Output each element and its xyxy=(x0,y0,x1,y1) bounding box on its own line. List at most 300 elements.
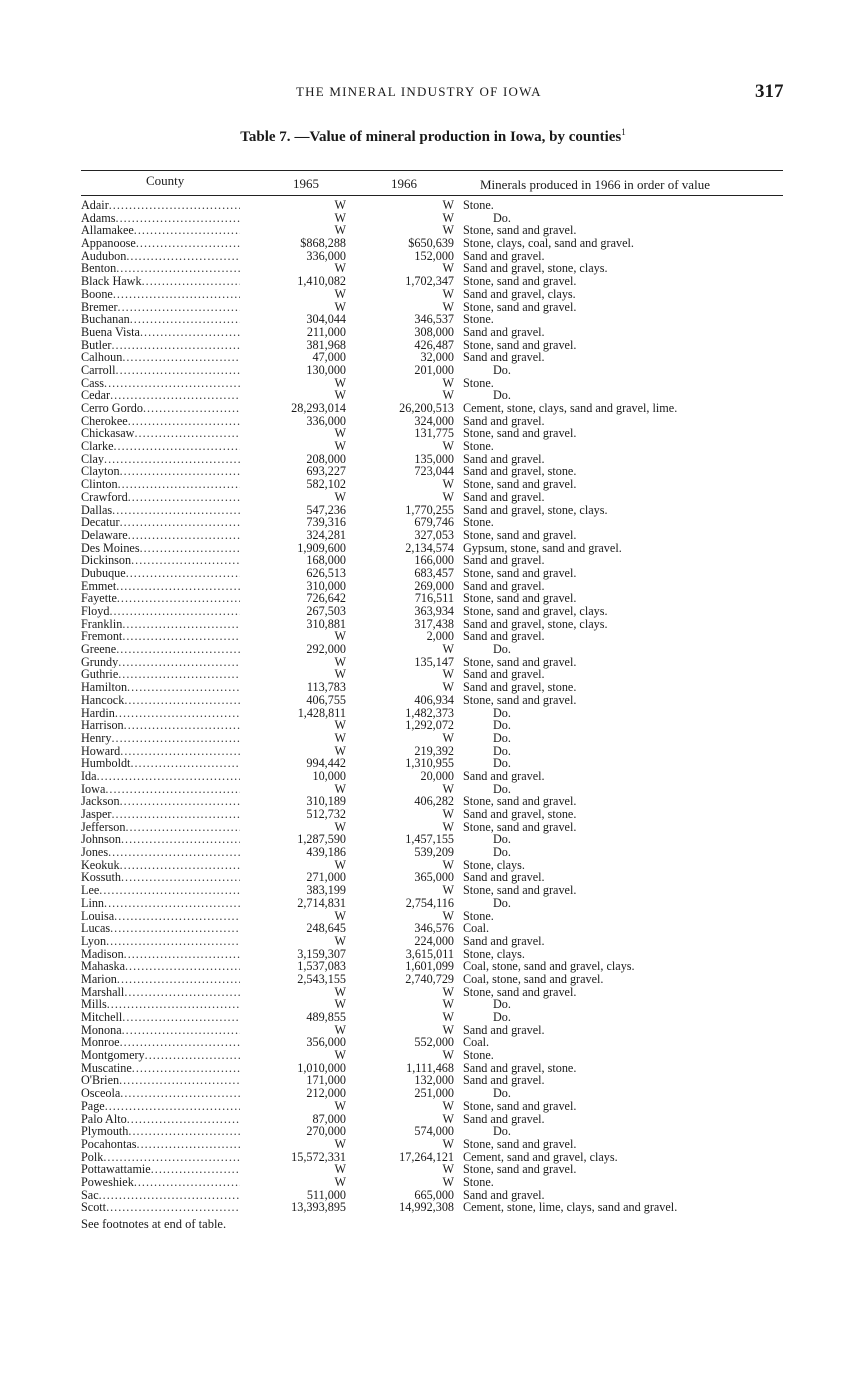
minerals-cell: Do. xyxy=(493,362,511,377)
table-row xyxy=(0,567,866,580)
minerals-cell: Stone. xyxy=(463,1174,494,1189)
minerals-cell: Coal. xyxy=(463,921,490,936)
county-cell: Buena Vista ..... xyxy=(81,326,259,339)
county-cell: Hardin ..... xyxy=(81,707,259,720)
county-cell: Jefferson ..... xyxy=(81,821,259,834)
county-cell: Clinton ..... xyxy=(81,478,259,491)
minerals-cell: Stone, sand and gravel. xyxy=(463,337,577,352)
value-1965-cell: 113,783 xyxy=(240,681,346,694)
value-1965-cell: W xyxy=(240,630,346,643)
table-row xyxy=(0,668,866,681)
minerals-cell: Stone, sand and gravel. xyxy=(463,299,577,314)
county-cell: Emmet ..... xyxy=(81,580,259,593)
minerals-cell: Stone. xyxy=(463,908,494,923)
county-cell: Scott ..... xyxy=(81,1201,259,1214)
county-cell: Audubon ..... xyxy=(81,250,259,263)
minerals-cell: Cement, stone, lime, clays, sand and gravel. xyxy=(463,1200,678,1215)
minerals-cell: Stone, sand and gravel. xyxy=(463,565,577,580)
table-row xyxy=(0,1176,866,1189)
table-caption: —Value of mineral production in Iowa, by counties xyxy=(294,129,622,145)
minerals-cell: Do. xyxy=(493,997,511,1012)
value-1966-cell: $650,639 xyxy=(408,236,454,251)
county-cell: Ida ..... xyxy=(81,770,259,783)
county-cell: Butler ..... xyxy=(81,339,259,352)
value-1966-cell: W xyxy=(442,997,454,1012)
value-1966-cell: W xyxy=(442,730,454,745)
county-cell: Bremer ..... xyxy=(81,301,259,314)
value-1966-cell: 406,934 xyxy=(414,692,454,707)
minerals-cell: Do. xyxy=(493,210,511,225)
value-1965-cell: W xyxy=(240,719,346,732)
value-1966-cell: 17,264,121 xyxy=(399,1149,454,1164)
county-cell: Greene ..... xyxy=(81,643,259,656)
value-1965-cell: 406,755 xyxy=(240,694,346,707)
value-1965-cell: W xyxy=(240,1163,346,1176)
minerals-cell: Sand and gravel. xyxy=(463,629,545,644)
value-1965-cell: 208,000 xyxy=(240,453,346,466)
table-row xyxy=(0,871,866,884)
table-row xyxy=(0,364,866,377)
county-cell: Dickinson ..... xyxy=(81,554,259,567)
value-1966-cell: 1,702,347 xyxy=(405,274,454,289)
minerals-cell: Stone, clays. xyxy=(463,946,525,961)
minerals-cell: Sand and gravel. xyxy=(463,489,545,504)
county-cell: Floyd ..... xyxy=(81,605,259,618)
minerals-cell: Stone, sand and gravel, clays. xyxy=(463,604,608,618)
value-1965-cell: W xyxy=(240,389,346,402)
value-1965-cell: 13,393,895 xyxy=(240,1201,346,1214)
county-cell: Boone ..... xyxy=(81,288,259,301)
minerals-cell: Do. xyxy=(493,642,511,657)
value-1965-cell: W xyxy=(240,262,346,275)
county-cell: Osceola ..... xyxy=(81,1087,259,1100)
minerals-cell: Sand and gravel, stone, clays. xyxy=(463,502,608,517)
county-cell: Mahaska ..... xyxy=(81,960,259,973)
minerals-cell: Do. xyxy=(493,845,511,860)
minerals-cell: Sand and gravel, stone. xyxy=(463,464,577,479)
value-1965-cell: 336,000 xyxy=(240,250,346,263)
county-cell: Palo Alto ..... xyxy=(81,1113,259,1126)
value-1965-cell: 994,442 xyxy=(240,757,346,770)
value-1966-cell: W xyxy=(442,477,454,492)
county-cell: Pottawattamie ..... xyxy=(81,1163,259,1176)
minerals-cell: Gypsum, stone, sand and gravel. xyxy=(463,540,622,555)
table-row xyxy=(0,973,866,986)
value-1966-cell: 2,134,574 xyxy=(405,540,454,555)
county-cell: Montgomery ..... xyxy=(81,1049,259,1062)
minerals-cell: Do. xyxy=(493,743,511,758)
minerals-cell: Sand and gravel. xyxy=(463,1187,545,1202)
table-row xyxy=(0,478,866,491)
value-1965-cell: W xyxy=(240,1138,346,1151)
value-1965-cell: 28,293,014 xyxy=(240,402,346,415)
minerals-cell: Stone, sand and gravel. xyxy=(463,223,577,238)
county-cell: Dallas ..... xyxy=(81,504,259,517)
table-row xyxy=(0,313,866,326)
minerals-cell: Sand and gravel. xyxy=(463,248,545,263)
table-row xyxy=(0,288,866,301)
value-1966-cell: W xyxy=(442,1098,454,1113)
county-cell: Allamakee ..... xyxy=(81,224,259,237)
minerals-cell: Stone. xyxy=(463,198,494,212)
value-1966-cell: W xyxy=(442,642,454,657)
value-1966-cell: 716,511 xyxy=(414,591,454,606)
county-cell: Hancock ..... xyxy=(81,694,259,707)
county-cell: Henry ..... xyxy=(81,732,259,745)
minerals-cell: Do. xyxy=(493,781,511,796)
value-1965-cell: 15,572,331 xyxy=(240,1151,346,1164)
value-1966-cell: W xyxy=(442,908,454,923)
value-1965-cell: W xyxy=(240,288,346,301)
value-1966-cell: 1,292,072 xyxy=(405,718,454,733)
value-1966-cell: 32,000 xyxy=(420,350,454,365)
table-row xyxy=(0,212,866,225)
minerals-cell: Do. xyxy=(493,1010,511,1024)
minerals-cell: Stone, sand and gravel. xyxy=(463,819,577,834)
value-1965-cell: W xyxy=(240,212,346,225)
minerals-cell: Stone. xyxy=(463,375,494,390)
value-1966-cell: 26,200,513 xyxy=(399,401,454,415)
table-row xyxy=(0,1125,866,1138)
value-1966-cell: W xyxy=(442,198,454,212)
county-cell: Marion ..... xyxy=(81,973,259,986)
value-1965-cell: 211,000 xyxy=(240,326,346,339)
county-cell: Cerro Gordo ..... xyxy=(81,402,259,415)
county-cell: Johnson ..... xyxy=(81,833,259,846)
county-cell: Fayette ..... xyxy=(81,592,259,605)
county-cell: Calhoun ..... xyxy=(81,351,259,364)
minerals-cell: Sand and gravel, stone. xyxy=(463,807,577,821)
column-header-1965: 1965 xyxy=(293,176,319,191)
table-row xyxy=(0,1036,866,1049)
value-1966-cell: 317,438 xyxy=(414,616,454,631)
table-row xyxy=(0,986,866,999)
value-1966-cell: 683,457 xyxy=(414,565,454,580)
value-1966-cell: W xyxy=(442,223,454,238)
county-cell: Poweshiek ..... xyxy=(81,1176,259,1189)
minerals-cell: Sand and gravel. xyxy=(463,553,545,568)
table-row xyxy=(0,491,866,504)
value-1965-cell: W xyxy=(240,440,346,453)
minerals-cell: Sand and gravel, stone, clays. xyxy=(463,261,608,276)
minerals-cell: Sand and gravel, stone. xyxy=(463,680,577,695)
table-row xyxy=(0,250,866,263)
value-1965-cell: W xyxy=(240,1176,346,1189)
minerals-cell: Stone, sand and gravel. xyxy=(463,883,577,898)
value-1966-cell: W xyxy=(442,1048,454,1063)
value-1966-cell: W xyxy=(442,667,454,682)
value-1965-cell: 439,186 xyxy=(240,846,346,859)
minerals-cell: Stone, sand and gravel. xyxy=(463,591,577,606)
county-cell: O'Brien ..... xyxy=(81,1074,259,1087)
table-row xyxy=(0,732,866,745)
value-1965-cell: 212,000 xyxy=(240,1087,346,1100)
county-cell: Keokuk ..... xyxy=(81,859,259,872)
value-1965-cell: 168,000 xyxy=(240,554,346,567)
county-cell: Carroll ..... xyxy=(81,364,259,377)
value-1966-cell: 552,000 xyxy=(414,1035,454,1050)
minerals-cell: Stone, sand and gravel. xyxy=(463,426,577,441)
county-cell: Howard ..... xyxy=(81,745,259,758)
value-1966-cell: W xyxy=(442,286,454,301)
county-cell: Jones ..... xyxy=(81,846,259,859)
minerals-cell: Do. xyxy=(493,832,511,847)
minerals-cell: Stone, sand and gravel. xyxy=(463,274,577,289)
county-cell: Clarke ..... xyxy=(81,440,259,453)
county-cell: Page ..... xyxy=(81,1100,259,1113)
value-1966-cell: W xyxy=(442,1010,454,1024)
county-cell: Grundy ..... xyxy=(81,656,259,669)
value-1966-cell: W xyxy=(442,1111,454,1126)
value-1965-cell: 310,881 xyxy=(240,618,346,631)
value-1966-cell: 1,111,468 xyxy=(406,1060,454,1075)
value-1966-cell: 152,000 xyxy=(414,248,454,263)
table-row xyxy=(0,1151,866,1164)
value-1966-cell: W xyxy=(442,261,454,276)
minerals-cell: Sand and gravel. xyxy=(463,933,545,948)
value-1966-cell: 3,615,011 xyxy=(405,946,454,961)
value-1965-cell: W xyxy=(240,377,346,390)
value-1966-cell: 1,310,955 xyxy=(405,756,454,771)
column-header-minerals: Minerals produced in 1966 in order of value xyxy=(480,177,710,192)
minerals-cell: Stone, clays. xyxy=(463,857,525,872)
county-cell: Adams ..... xyxy=(81,212,259,225)
county-cell: Sac ..... xyxy=(81,1189,259,1202)
table-row xyxy=(0,630,866,643)
table-title xyxy=(0,127,866,146)
value-1966-cell: W xyxy=(442,299,454,314)
county-cell: Des Moines ..... xyxy=(81,542,259,555)
value-1965-cell: 47,000 xyxy=(240,351,346,364)
value-1965-cell: 1,410,082 xyxy=(240,275,346,288)
county-cell: Adair ..... xyxy=(81,199,259,212)
table-row xyxy=(0,770,866,783)
value-1966-cell: 2,754,116 xyxy=(405,895,454,910)
value-1966-cell: W xyxy=(442,819,454,834)
minerals-cell: Do. xyxy=(493,705,511,720)
table-row xyxy=(0,529,866,542)
value-1965-cell: W xyxy=(240,998,346,1011)
value-1965-cell: W xyxy=(240,301,346,314)
minerals-cell: Cement, stone, clays, sand and gravel, lime. xyxy=(463,401,678,415)
table-row xyxy=(0,402,866,415)
value-1966-cell: 426,487 xyxy=(414,337,454,352)
footnote-marker: 1 xyxy=(621,127,626,137)
value-1966-cell: 201,000 xyxy=(414,362,454,377)
value-1966-cell: 346,576 xyxy=(414,921,454,936)
county-cell: Lucas ..... xyxy=(81,922,259,935)
value-1966-cell: W xyxy=(442,984,454,999)
table-row xyxy=(0,795,866,808)
minerals-cell: Sand and gravel. xyxy=(463,413,545,428)
minerals-cell: Sand and gravel. xyxy=(463,350,545,365)
value-1966-cell: W xyxy=(442,210,454,225)
table-row xyxy=(0,808,866,821)
table-row xyxy=(0,605,866,618)
value-1966-cell: W xyxy=(442,489,454,504)
minerals-cell: Stone, sand and gravel. xyxy=(463,794,577,809)
value-1966-cell: W xyxy=(442,857,454,872)
county-cell: Monroe ..... xyxy=(81,1036,259,1049)
county-cell: Pocahontas ..... xyxy=(81,1138,259,1151)
table-row xyxy=(0,440,866,453)
minerals-cell: Sand and gravel. xyxy=(463,870,545,885)
value-1965-cell: 87,000 xyxy=(240,1113,346,1126)
value-1966-cell: W xyxy=(442,375,454,390)
value-1965-cell: 739,316 xyxy=(240,516,346,529)
value-1965-cell: 336,000 xyxy=(240,415,346,428)
minerals-cell: Do. xyxy=(493,718,511,733)
value-1965-cell: 356,000 xyxy=(240,1036,346,1049)
minerals-cell: Sand and gravel. xyxy=(463,667,545,682)
value-1966-cell: W xyxy=(442,1174,454,1189)
county-cell: Benton ..... xyxy=(81,262,259,275)
value-1965-cell: 271,000 xyxy=(240,871,346,884)
value-1966-cell: 2,740,729 xyxy=(405,971,454,986)
value-1965-cell: 270,000 xyxy=(240,1125,346,1138)
value-1965-cell: W xyxy=(240,199,346,212)
value-1965-cell: W xyxy=(240,821,346,834)
minerals-cell: Sand and gravel. xyxy=(463,768,545,783)
county-cell: Black Hawk ..... xyxy=(81,275,259,288)
county-cell: Iowa ..... xyxy=(81,783,259,796)
value-1965-cell: W xyxy=(240,668,346,681)
table-body xyxy=(0,199,866,1214)
value-1966-cell: W xyxy=(442,1022,454,1037)
value-1965-cell: 693,227 xyxy=(240,465,346,478)
table-row xyxy=(0,377,866,390)
minerals-cell: Stone, sand and gravel. xyxy=(463,1136,577,1151)
table-row xyxy=(0,1087,866,1100)
county-cell: Harrison ..... xyxy=(81,719,259,732)
value-1966-cell: 1,601,099 xyxy=(405,959,454,974)
county-cell: Cedar ..... xyxy=(81,389,259,402)
value-1965-cell: 726,642 xyxy=(240,592,346,605)
table-row xyxy=(0,275,866,288)
table-row xyxy=(0,643,866,656)
table-row xyxy=(0,237,866,250)
value-1966-cell: 308,000 xyxy=(414,324,454,339)
value-1965-cell: 2,543,155 xyxy=(240,973,346,986)
value-1965-cell: 1,010,000 xyxy=(240,1062,346,1075)
value-1965-cell: 304,044 xyxy=(240,313,346,326)
value-1966-cell: 363,934 xyxy=(414,604,454,618)
minerals-cell: Stone, sand and gravel. xyxy=(463,654,577,669)
minerals-cell: Do. xyxy=(493,895,511,910)
value-1965-cell: 130,000 xyxy=(240,364,346,377)
value-1965-cell: 324,281 xyxy=(240,529,346,542)
minerals-cell: Stone, sand and gravel. xyxy=(463,984,577,999)
county-cell: Fremont ..... xyxy=(81,630,259,643)
value-1966-cell: 2,000 xyxy=(426,629,454,644)
county-cell: Linn ..... xyxy=(81,897,259,910)
value-1966-cell: 365,000 xyxy=(414,870,454,885)
value-1966-cell: 679,746 xyxy=(414,515,454,530)
value-1965-cell: 248,645 xyxy=(240,922,346,935)
value-1965-cell: W xyxy=(240,935,346,948)
value-1966-cell: 324,000 xyxy=(414,413,454,428)
table-row xyxy=(0,897,866,910)
value-1966-cell: 14,992,308 xyxy=(399,1200,454,1215)
table-row xyxy=(0,846,866,859)
county-cell: Cherokee ..... xyxy=(81,415,259,428)
value-1966-cell: 1,457,155 xyxy=(405,832,454,847)
minerals-cell: Sand and gravel. xyxy=(463,1111,545,1126)
county-cell: Franklin ..... xyxy=(81,618,259,631)
county-cell: Madison ..... xyxy=(81,948,259,961)
value-1966-cell: 665,000 xyxy=(414,1187,454,1202)
value-1966-cell: 1,482,373 xyxy=(405,705,454,720)
county-cell: Louisa ..... xyxy=(81,910,259,923)
value-1965-cell: 383,199 xyxy=(240,884,346,897)
table-row xyxy=(0,656,866,669)
minerals-cell: Stone, sand and gravel. xyxy=(463,527,577,542)
table-row xyxy=(0,922,866,935)
value-1966-cell: W xyxy=(442,680,454,695)
value-1965-cell: W xyxy=(240,1100,346,1113)
county-cell: Jasper ..... xyxy=(81,808,259,821)
county-cell: Clay ..... xyxy=(81,453,259,466)
footnote-note: See footnotes at end of table. xyxy=(81,1217,227,1231)
value-1965-cell: 511,000 xyxy=(240,1189,346,1202)
minerals-cell: Cement, sand and gravel, clays. xyxy=(463,1149,618,1164)
minerals-cell: Coal, stone, sand and gravel. xyxy=(463,971,604,986)
value-1966-cell: W xyxy=(442,1162,454,1177)
value-1966-cell: 20,000 xyxy=(420,768,454,783)
minerals-cell: Sand and gravel, clays. xyxy=(463,286,576,301)
value-1965-cell: W xyxy=(240,1049,346,1062)
county-cell: Mills ..... xyxy=(81,998,259,1011)
county-cell: Humboldt ..... xyxy=(81,757,259,770)
county-cell: Lee ..... xyxy=(81,884,259,897)
table-header-rule xyxy=(81,195,783,196)
minerals-cell: Stone, sand and gravel. xyxy=(463,1098,577,1113)
county-cell: Jackson ..... xyxy=(81,795,259,808)
value-1965-cell: 1,909,600 xyxy=(240,542,346,555)
county-cell: Monona ..... xyxy=(81,1024,259,1037)
value-1966-cell: 132,000 xyxy=(414,1073,454,1088)
value-1966-cell: 135,147 xyxy=(414,654,454,669)
table-row xyxy=(0,935,866,948)
value-1966-cell: 135,000 xyxy=(414,451,454,466)
value-1965-cell: 489,855 xyxy=(240,1011,346,1024)
county-cell: Lyon ..... xyxy=(81,935,259,948)
value-1965-cell: 626,513 xyxy=(240,567,346,580)
minerals-cell: Sand and gravel. xyxy=(463,324,545,339)
minerals-cell: Coal. xyxy=(463,1035,490,1050)
county-cell: Mitchell ..... xyxy=(81,1011,259,1024)
value-1966-cell: W xyxy=(442,781,454,796)
county-cell: Marshall ..... xyxy=(81,986,259,999)
county-cell: Polk ..... xyxy=(81,1151,259,1164)
county-cell: Cass ..... xyxy=(81,377,259,390)
value-1965-cell: W xyxy=(240,427,346,440)
minerals-cell: Stone, sand and gravel. xyxy=(463,1162,577,1177)
value-1965-cell: W xyxy=(240,1024,346,1037)
minerals-cell: Stone. xyxy=(463,439,494,454)
value-1965-cell: 171,000 xyxy=(240,1074,346,1087)
value-1965-cell: 267,503 xyxy=(240,605,346,618)
value-1965-cell: 3,159,307 xyxy=(240,948,346,961)
value-1966-cell: 269,000 xyxy=(414,578,454,593)
value-1966-cell: 1,770,255 xyxy=(405,502,454,517)
table-row xyxy=(0,1049,866,1062)
value-1965-cell: 381,968 xyxy=(240,339,346,352)
value-1965-cell: 547,236 xyxy=(240,504,346,517)
value-1965-cell: $868,288 xyxy=(240,237,346,250)
value-1966-cell: 723,044 xyxy=(414,464,454,479)
county-cell: Dubuque ..... xyxy=(81,567,259,580)
